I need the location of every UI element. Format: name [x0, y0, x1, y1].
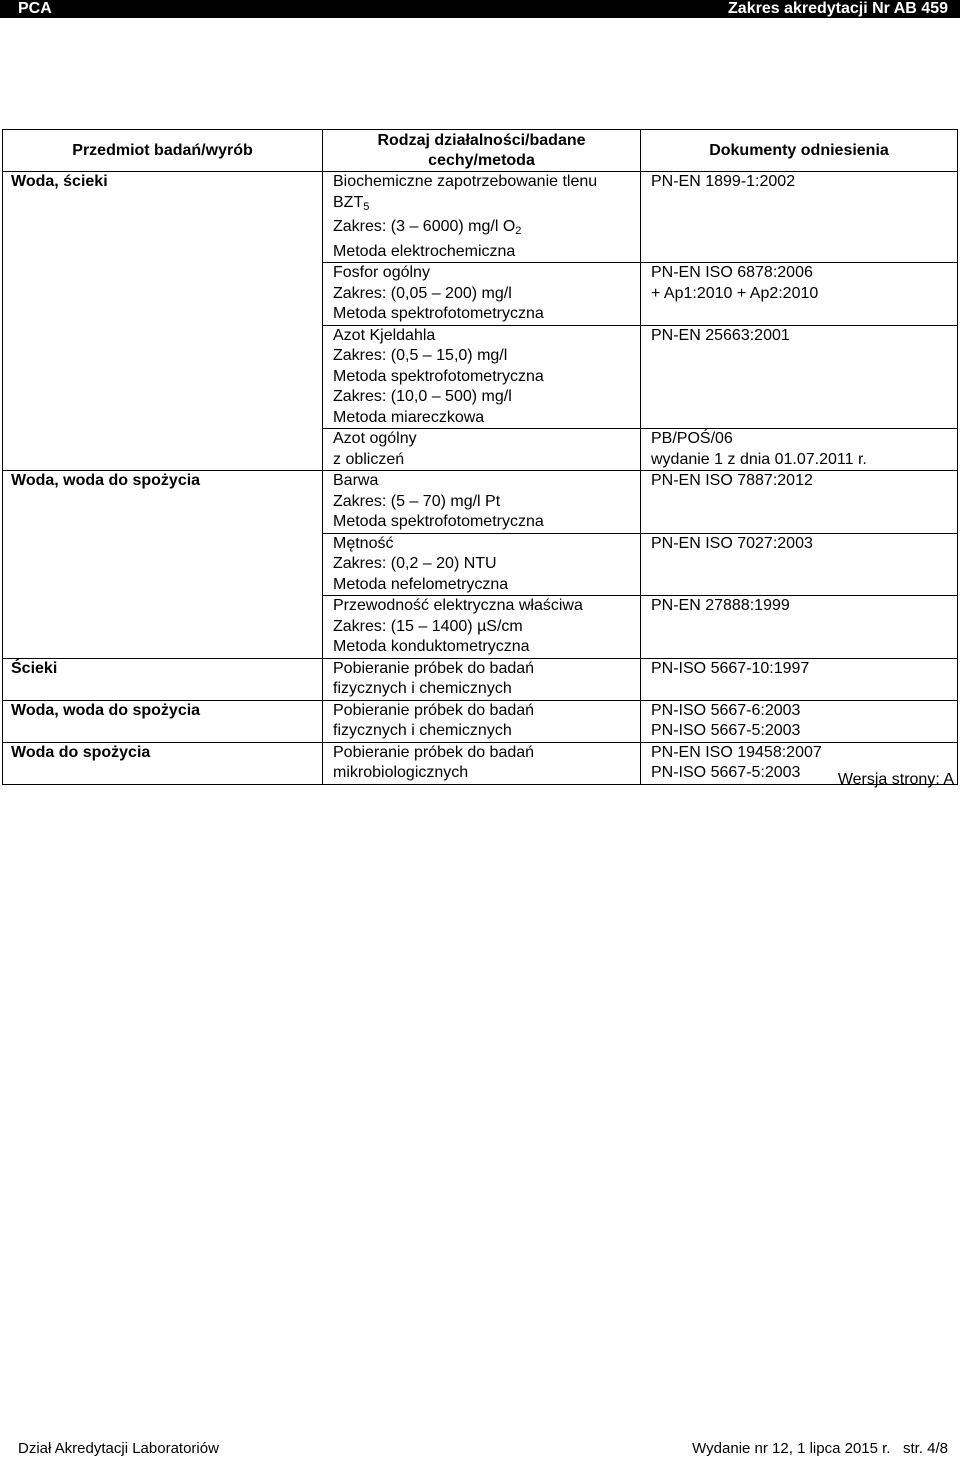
activity-cell: Fosfor ogólny Zakres: (0,05 – 200) mg/l Metoda spektrofotometryczna — [323, 263, 641, 326]
header-org: PCA — [18, 0, 52, 17]
subject-cell: Woda do spożycia — [3, 742, 323, 784]
page-header — [0, 0, 960, 18]
documents-cell: PN-EN 27888:1999 — [641, 596, 958, 659]
page-footer — [18, 1440, 948, 1457]
documents-cell: PN-EN ISO 6878:2006 + Ap1:2010 + Ap2:2010 — [641, 263, 958, 326]
activity-cell: Przewodność elektryczna właściwa Zakres: (15 – 1400) µS/cm Metoda konduktometryczna — [323, 596, 641, 659]
table-row — [3, 658, 958, 700]
activity-cell: Barwa Zakres: (5 – 70) mg/l Pt Metoda spektrofotometryczna — [323, 471, 641, 534]
table-row — [3, 172, 958, 263]
subject-cell: Ścieki — [3, 658, 323, 700]
activity-cell: Pobieranie próbek do badań fizycznych i chemicznych — [323, 700, 641, 742]
table-row — [3, 742, 958, 784]
footer-edition: Wydanie nr 12, 1 lipca 2015 r. str. 4/8 — [692, 1440, 948, 1457]
page-version-note: Wersja strony: A — [837, 771, 954, 788]
documents-cell: PN-EN 25663:2001 — [641, 325, 958, 429]
documents-cell: PN-ISO 5667-6:2003 PN-ISO 5667-5:2003 — [641, 700, 958, 742]
activity-cell: Mętność Zakres: (0,2 – 20) NTU Metoda nefelometryczna — [323, 533, 641, 596]
activity-cell: Pobieranie próbek do badań fizycznych i chemicznych — [323, 658, 641, 700]
subject-cell: Woda, ścieki — [3, 172, 323, 471]
activity-cell: Biochemiczne zapotrzebowanie tlenu $BZT_5$ Zakres: (3 – 6000) mg/l $O_2$ Metoda elektrochemiczna — [323, 172, 641, 263]
header-subject: Przedmiot badań/wyrób — [3, 130, 323, 172]
footer-department: Dział Akredytacji Laboratoriów — [18, 1440, 219, 1457]
activity-cell: Azot Kjeldahla Zakres: (0,5 – 15,0) mg/l Metoda spektrofotometryczna Zakres: (10,0 – 500) mg/l Metoda miareczkowa — [323, 325, 641, 429]
subject-cell: Woda, woda do spożycia — [3, 700, 323, 742]
header-activity: Rodzaj działalności/badane cechy/metoda — [323, 130, 641, 172]
documents-cell: PN-EN ISO 19458:2007 PN-ISO 5667-5:2003 — [641, 742, 958, 784]
subject-cell: Woda, woda do spożycia — [3, 471, 323, 659]
table-row — [3, 700, 958, 742]
documents-cell: PN-EN 1899-1:2002 — [641, 172, 958, 263]
documents-cell: PB/POŚ/06 wydanie 1 z dnia 01.07.2011 r. — [641, 429, 958, 471]
header-documents: Dokumenty odniesienia — [641, 130, 958, 172]
activity-cell: Azot ogólny z obliczeń — [323, 429, 641, 471]
table-row — [3, 471, 958, 534]
header-title: Zakres akredytacji Nr AB 459 — [728, 0, 948, 17]
table-header-row — [3, 130, 958, 172]
documents-cell: PN-EN ISO 7027:2003 — [641, 533, 958, 596]
documents-cell: PN-EN ISO 7887:2012 — [641, 471, 958, 534]
accreditation-scope-table — [2, 129, 958, 785]
activity-cell: Pobieranie próbek do badań mikrobiologicznych — [323, 742, 641, 784]
documents-cell: PN-ISO 5667-10:1997 — [641, 658, 958, 700]
